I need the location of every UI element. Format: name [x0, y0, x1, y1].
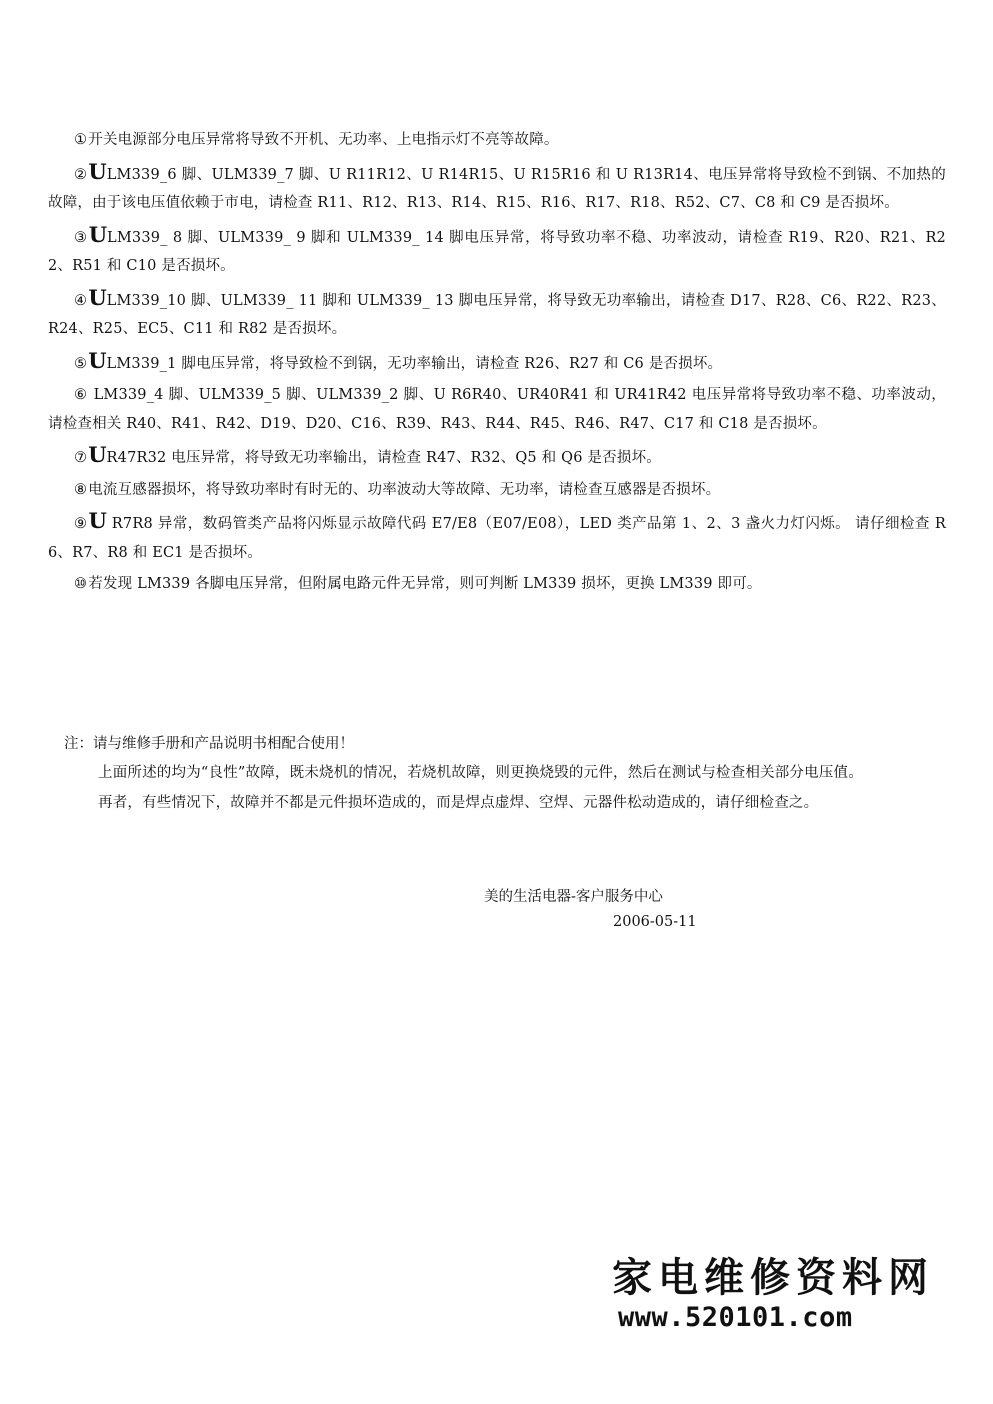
- fault-item-4: [48, 284, 946, 344]
- item-text: R47R32 电压异常，将导致无功率输出，请检查 R47、R32、Q5 和 Q6 是否损坏。: [106, 450, 661, 466]
- item-text: LM339_ 8 脚、ULM339_ 9 脚和 ULM339_ 14 脚电压异常，将导致功率不稳、功率波动，请检查 R19、R20、R21、R22、R51 和 C10 是否损坏。: [48, 229, 946, 274]
- item-number: ⑤: [74, 355, 88, 372]
- watermark-url: www.520101.com: [618, 1302, 853, 1333]
- voltage-symbol: U: [88, 221, 108, 247]
- item-number: ③: [74, 229, 88, 246]
- fault-item-5: [48, 347, 946, 379]
- voltage-symbol: U: [88, 508, 107, 533]
- voltage-symbol: U: [88, 347, 107, 373]
- voltage-symbol: U: [88, 442, 107, 467]
- fault-list: [48, 126, 946, 602]
- item-number: ①: [74, 132, 88, 148]
- fault-item-7: [48, 441, 946, 473]
- item-text: LM339_10 脚、ULM339_ 11 脚和 ULM339_ 13 脚电压异常，将导致无功率输出，请检查 D17、R28、C6、R22、R23、R24、R25、EC5、C11 和 R82 是否损坏。: [48, 292, 946, 337]
- fault-item-10: [48, 570, 946, 599]
- fault-item-6: [48, 381, 946, 438]
- item-text: 若发现 LM339 各脚电压异常，但附属电路元件无异常，则可判断 LM339 损坏，更换 LM339 即可。: [88, 576, 762, 592]
- note-paragraph-1: 上面所述的均为“良性”故障，既未烧机的情况，若烧机故障，则更换烧毁的元件，然后在测试与检查相关部分电压值。: [98, 765, 863, 781]
- fault-item-3: [48, 221, 946, 281]
- watermark-title: 家电维修资料网: [612, 1254, 934, 1301]
- item-number: ⑨: [74, 516, 88, 532]
- item-number: ⑧: [74, 481, 88, 498]
- note-paragraph-2: 再者，有些情况下，故障并不都是元件损坏造成的，而是焊点虚焊、空焊、元器件松动造成的，请仔细检查之。: [98, 795, 819, 811]
- note-title: 注：请与维修手册和产品说明书相配合使用！: [64, 736, 354, 752]
- fault-item-1: [48, 126, 946, 155]
- document-date: 2006-05-11: [613, 914, 697, 930]
- signature: 美的生活电器-客户服务中心: [484, 889, 663, 905]
- item-text: R7R8 异常，数码管类产品将闪烁显示故障代码 E7/E8（E07/E08），LED 类产品第 1、2、3 盏火力灯闪烁。 请仔细检查 R6、R7、R8 和 EC1 是否损坏。: [48, 516, 946, 561]
- fault-item-2: [48, 158, 946, 218]
- item-text: LM339_4 脚、ULM339_5 脚、ULM339_2 脚、U R6R40、UR40R41 和 UR41R42 电压异常将导致功率不稳、功率波动，请检查相关 R40、R41、R42、D19、D20、C16、R39、R43、R44、R45、R46、R47、C17 和 C18 是否损坏。: [48, 387, 946, 432]
- item-number: ⑥: [74, 387, 88, 403]
- voltage-symbol: U: [88, 284, 107, 310]
- item-number: ⑦: [74, 450, 88, 466]
- note-section: [48, 730, 946, 818]
- item-text: LM339_6 脚、ULM339_7 脚、U R11R12、U R14R15、U R15R16 和 U R13R14、电压异常将导致检不到锅、不加热的故障，由于该电压值依赖于市电，请检查 R11、R12、R13、R14、R15、R16、R17、R18、R52、C7、C8 和 C9 是否损坏。: [48, 166, 947, 211]
- item-number: ⑩: [74, 576, 88, 592]
- item-text: 电流互感器损坏，将导致功率时有时无的、功率波动大等故障、无功率，请检查互感器是否损坏。: [88, 481, 721, 498]
- item-number: ②: [74, 166, 88, 183]
- voltage-symbol: U: [88, 158, 107, 184]
- item-text: LM339_1 脚电压异常，将导致检不到锅，无功率输出，请检查 R26、R27 和 C6 是否损坏。: [106, 355, 723, 372]
- item-number: ④: [74, 292, 88, 309]
- fault-item-9: [48, 507, 946, 567]
- item-text: 开关电源部分电压异常将导致不开机、无功率、上电指示灯不亮等故障。: [88, 132, 559, 148]
- fault-item-8: [48, 476, 946, 505]
